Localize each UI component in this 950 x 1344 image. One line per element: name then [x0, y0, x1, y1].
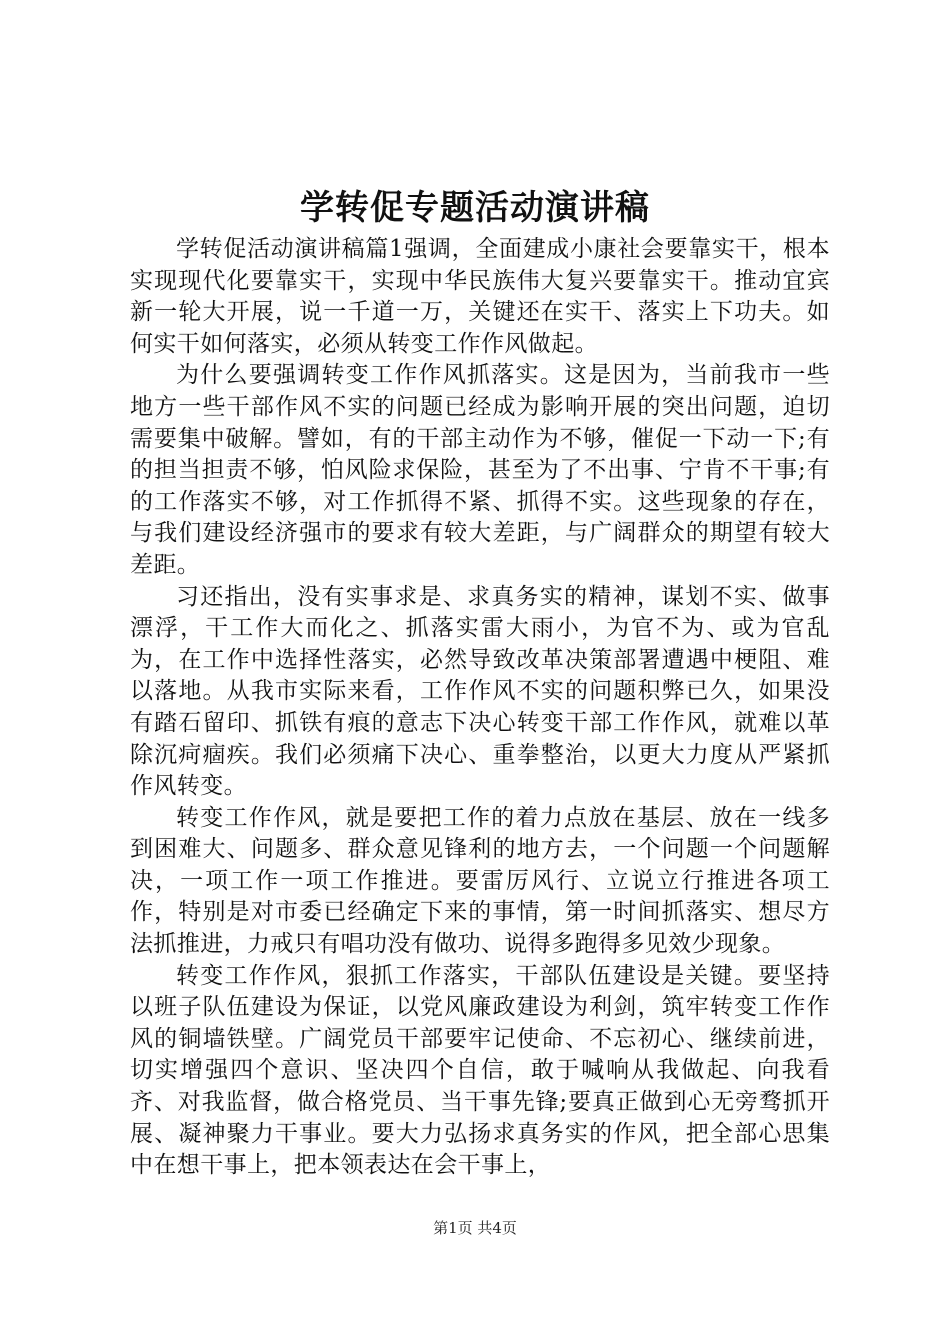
paragraph: 习还指出，没有实事求是、求真务实的精神，谋划不实、做事漂浮，干工作大而化之、抓落实雷大雨小，为官不为、或为官乱为，在工作中选择性落实，必然导致改革决策部署遭遇中梗阻、难以落地。从我市实际来看，工作作风不实的问题积弊已久，如果没有踏石留印、抓铁有痕的意志下决心转变干部工作作风，就难以革除沉疴痼疾。我们必须痛下决心、重拳整治，以更大力度从严紧抓作风转变。 — [130, 583, 830, 800]
paragraph: 转变工作作风，就是要把工作的着力点放在基层、放在一线多到困难大、问题多、群众意见锋利的地方去，一个问题一个问题解决，一项工作一项工作推进。要雷厉风行、立说立行推进各项工作，特别是对市委已经确定下来的事情，第一时间抓落实、想尽方法抓推进，力戒只有唱功没有做功、说得多跑得多见效少现象。 — [130, 804, 830, 958]
document-body — [130, 234, 830, 1182]
paragraph: 学转促活动演讲稿篇1强调，全面建成小康社会要靠实干，根本实现现代化要靠实干，实现中华民族伟大复兴要靠实干。推动宜宾新一轮大开展，说一千道一万，关键还在实干、落实上下功夫。如何实干如何落实，必须从转变工作作风做起。 — [130, 236, 830, 357]
paragraph: 为什么要强调转变工作作风抓落实。这是因为，当前我市一些地方一些干部作风不实的问题已经成为影响开展的突出问题，迫切需要集中破解。譬如，有的干部主动作为不够，催促一下动一下;有的担当担责不够，怕风险求保险，甚至为了不出事、宁肯不干事;有的工作落实不够，对工作抓得不紧、抓得不实。这些现象的存在，与我们建设经济强市的要求有较大差距，与广阔群众的期望有较大差距。 — [130, 362, 830, 578]
paragraph: 转变工作作风，狠抓工作落实，干部队伍建设是关键。要坚持以班子队伍建设为保证，以党风廉政建设为利剑，筑牢转变工作作风的铜墙铁壁。广阔党员干部要牢记使命、不忘初心、继续前进，切实增强四个意识、坚决四个自信，敢于喊响从我做起、向我看齐、对我监督，做合格党员、当干事先锋;要真正做到心无旁骛抓开展、凝神聚力干事业。要大力弘扬求真务实的作风，把全部心思集中在想干事上，把本领表达在会干事上， — [130, 962, 830, 1179]
document-title: 学转促专题活动演讲稿 — [300, 188, 650, 228]
page-footer: 第1页 共4页 — [433, 1219, 517, 1237]
